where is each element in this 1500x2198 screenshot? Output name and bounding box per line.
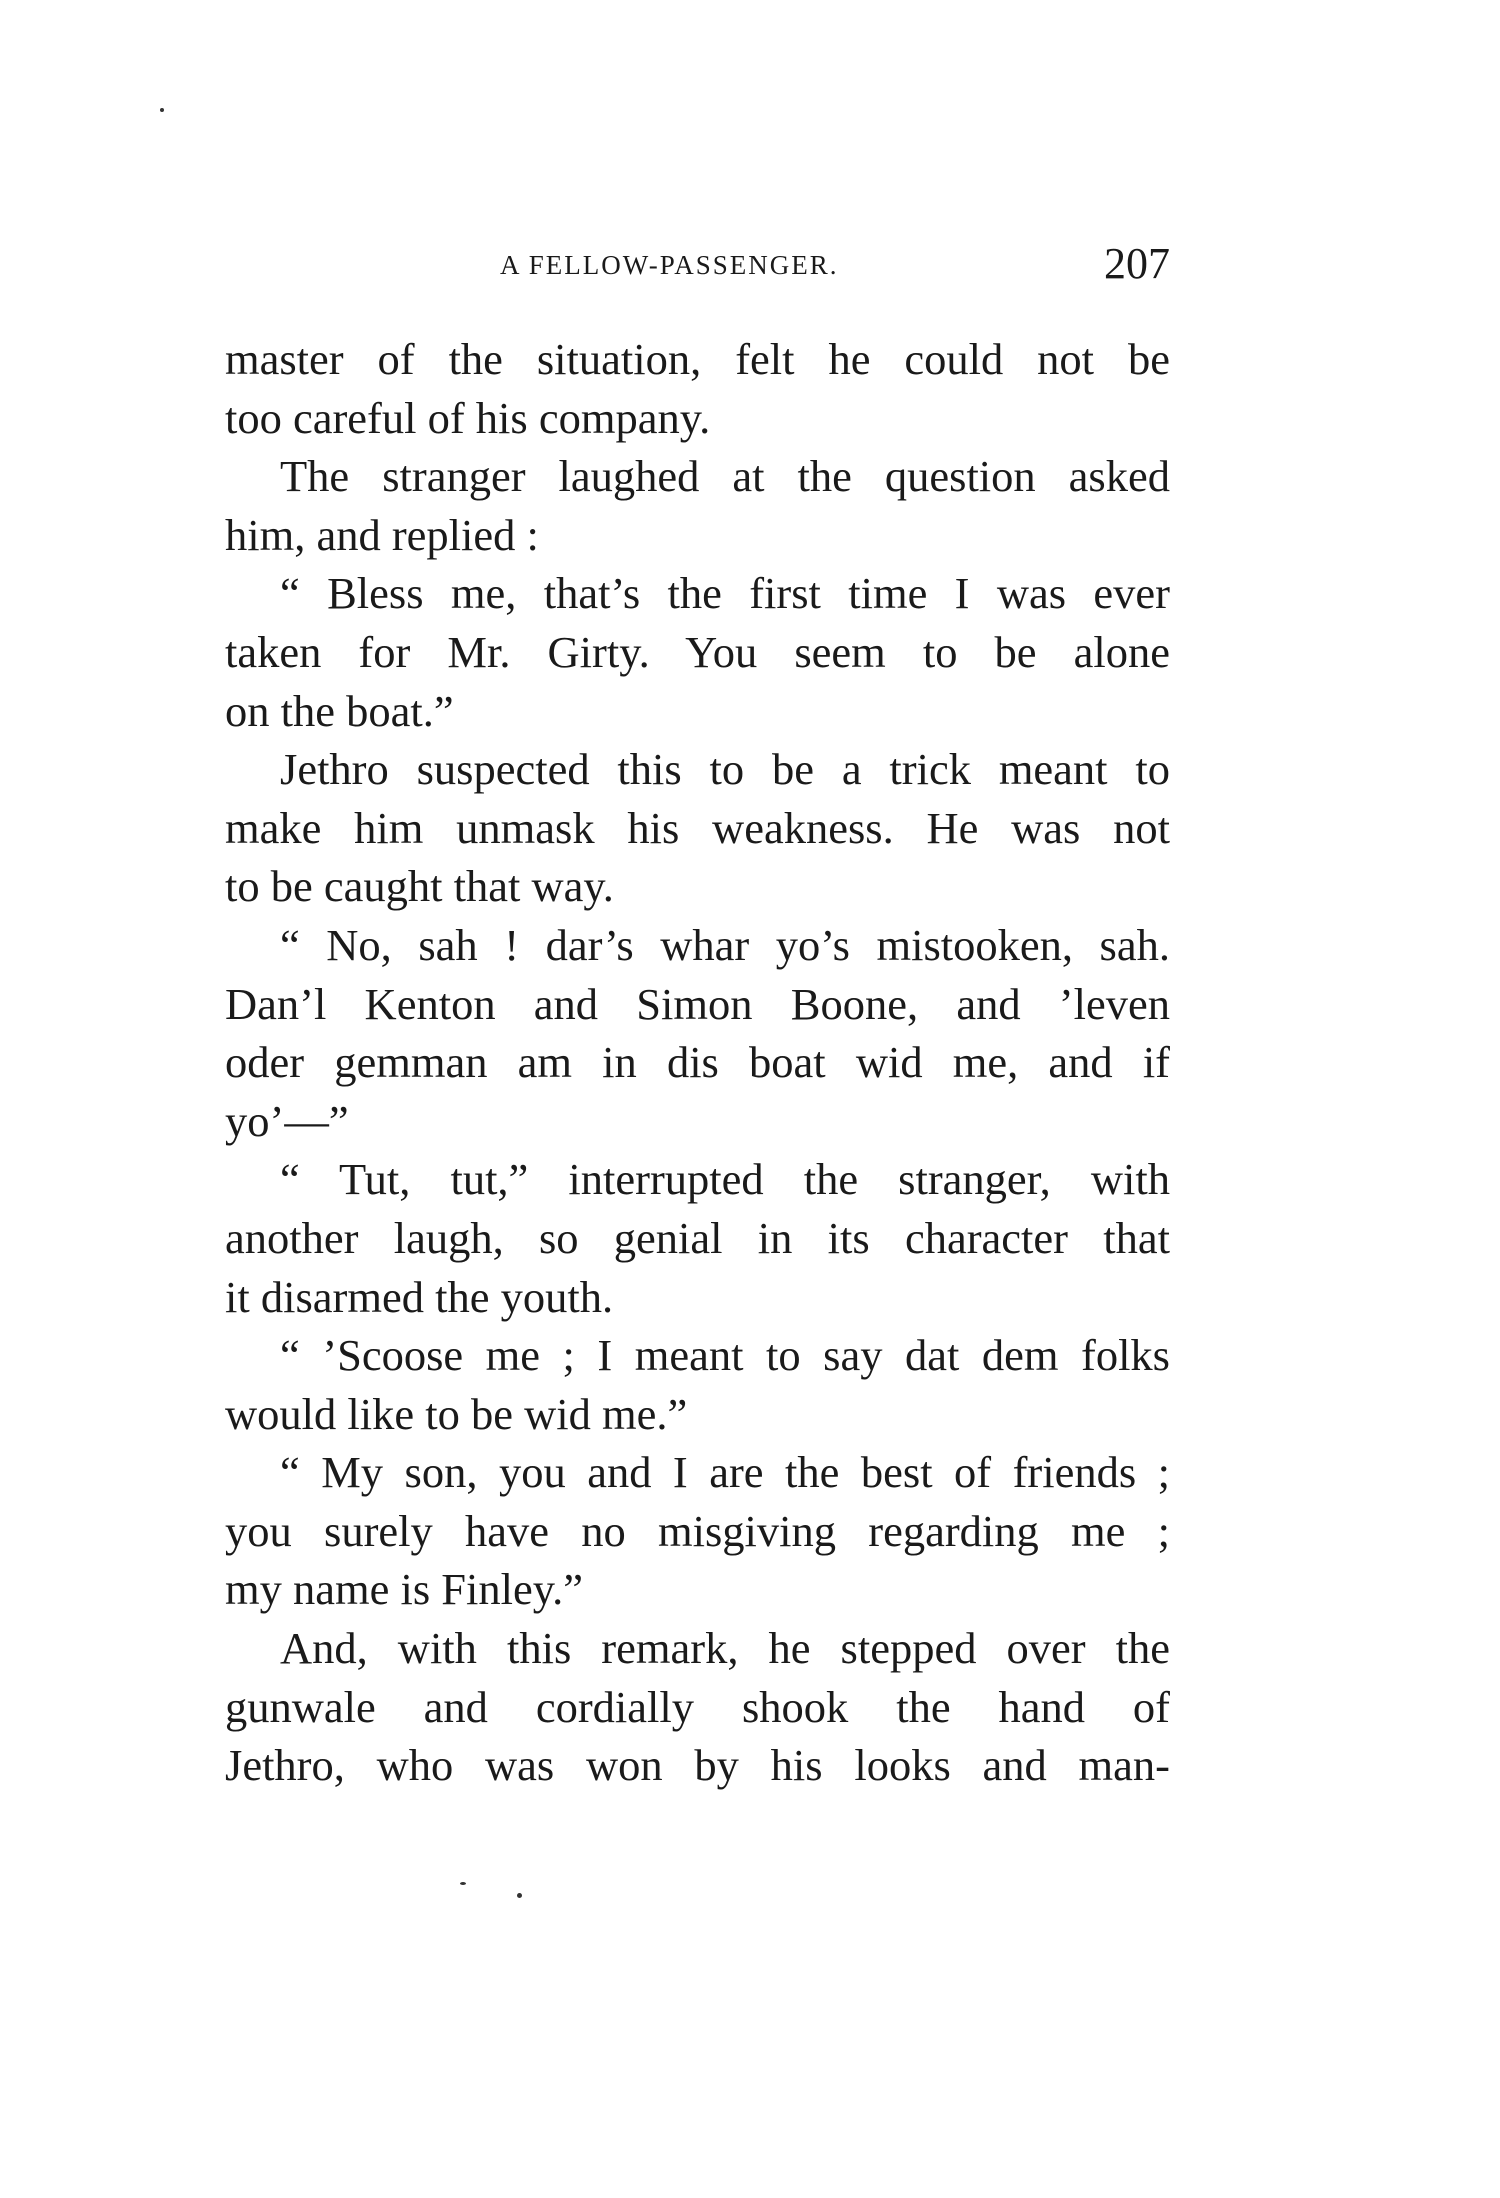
text-line: my name is Finley.” (225, 1564, 583, 1615)
text-line: Jethro, who was won by his looks and man- (225, 1740, 1170, 1791)
text-line: master of the situation, felt he could not be (225, 334, 1170, 384)
text-line: “ Tut, tut,” interrupted the stranger, with (280, 1154, 1170, 1205)
text-line: to be caught that way. (225, 861, 614, 912)
running-head (225, 238, 1170, 298)
text-line: too careful of his company. (225, 392, 711, 443)
page-number: 207 (1104, 239, 1170, 288)
text-line: gunwale and cordially shook the hand of (225, 1681, 1170, 1732)
running-title: A FELLOW-PASSENGER. (500, 250, 839, 280)
text-line: would like to be wid me.” (225, 1388, 688, 1439)
text-line: “ Bless me, that’s the first time I was ever (280, 568, 1170, 619)
body-text (225, 330, 1170, 1795)
text-line: taken for Mr. Girty. You seem to be alone (225, 626, 1170, 677)
text-line: on the boat.” (225, 685, 454, 736)
print-speck (160, 108, 164, 112)
text-line: yo’—” (225, 1095, 349, 1146)
text-line: The stranger laughed at the question asked (280, 451, 1170, 502)
text-line: Dan’l Kenton and Simon Boone, and ’leven (225, 978, 1170, 1029)
text-line: “ My son, you and I are the best of friends ; (280, 1447, 1170, 1498)
text-line: it disarmed the youth. (225, 1271, 614, 1322)
text-line: him, and replied : (225, 509, 539, 560)
text-line: Jethro suspected this to be a trick meant to (280, 744, 1170, 795)
print-speck (460, 1882, 466, 1885)
text-line: And, with this remark, he stepped over the (280, 1623, 1170, 1674)
text-line: oder gemman am in dis boat wid me, and if (225, 1037, 1170, 1088)
text-line: make him unmask his weakness. He was not (225, 802, 1170, 853)
text-line: another laugh, so genial in its character that (225, 1212, 1170, 1263)
text-line: you surely have no misgiving regarding me ; (225, 1505, 1170, 1556)
print-speck (517, 1893, 522, 1898)
text-line: “ No, sah ! dar’s whar yo’s mistooken, sah. (280, 919, 1170, 970)
text-line: “ ’Scoose me ; I meant to say dat dem folks (280, 1330, 1170, 1381)
